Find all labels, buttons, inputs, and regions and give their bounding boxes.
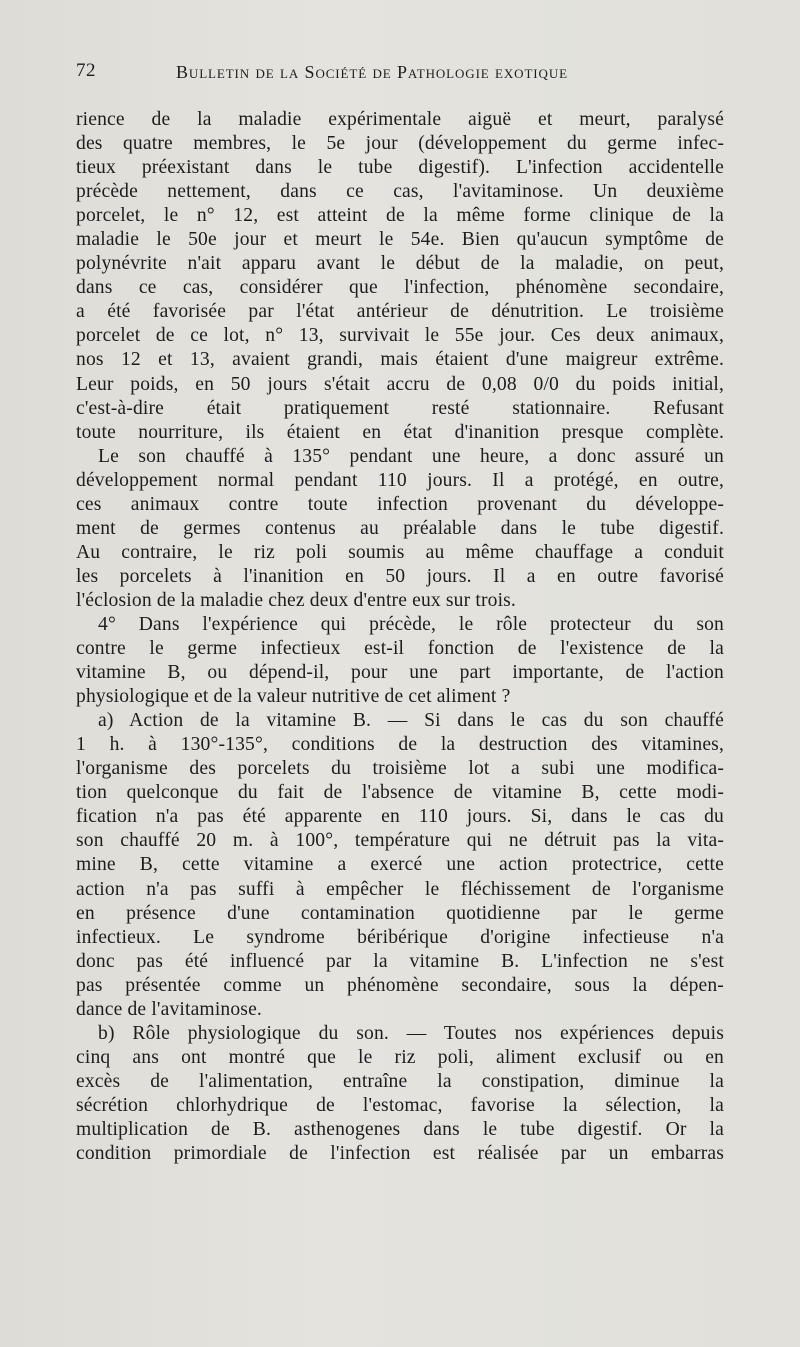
text-line: Au contraire, le riz poli soumis au même chauffage a conduit (76, 541, 724, 563)
text-line: dans ce cas, considérer que l'infection, phénomène secondaire, (76, 277, 724, 299)
text-line: nos 12 et 13, avaient grandi, mais étaient d'une maigreur extrême. (76, 349, 724, 371)
text-line: des quatre membres, le 5e jour (développement du germe infec- (76, 133, 724, 155)
text-line: l'organisme des porcelets du troisième lot a subi une modifica- (76, 758, 724, 780)
text-line: contre le germe infectieux est-il fonction de l'existence de la (76, 638, 724, 660)
running-title: Bulletin de la Société de Pathologie exotique (176, 62, 568, 82)
text-line: pas présentée comme un phénomène secondaire, sous la dépen- (76, 974, 724, 996)
text-line: développement normal pendant 110 jours. Il a protégé, en outre, (76, 469, 724, 491)
text-line: a été favorisée par l'état antérieur de dénutrition. Le troisième (76, 301, 724, 323)
text-line: l'éclosion de la maladie chez deux d'entre eux sur trois. (76, 589, 516, 611)
text-line: donc pas été influencé par la vitamine B. L'infection ne s'est (76, 950, 724, 972)
text-line: rience de la maladie expérimentale aiguë et meurt, paralysé (76, 109, 724, 130)
text-line: infectieux. Le syndrome béribérique d'origine infectieuse n'a (76, 926, 724, 948)
text-line: dance de l'avitaminose. (76, 998, 262, 1020)
text-line: 1 h. à 130°-135°, conditions de la destruction des vitamines, (76, 734, 724, 756)
text-line: c'est-à-dire était pratiquement resté stationnaire. Refusant (76, 397, 724, 419)
text-line: sécrétion chlorhydrique de l'estomac, favorise la sélection, la (76, 1094, 724, 1116)
text-line: Le son chauffé à 135° pendant une heure, a donc assuré un (98, 445, 724, 467)
text-line: toute nourriture, ils étaient en état d'inanition presque complète. (76, 421, 724, 443)
text-line: physiologique et de la valeur nutritive de cet aliment ? (76, 686, 511, 708)
text-line: tion quelconque du fait de l'absence de vitamine B, cette modi- (76, 782, 724, 804)
text-line: mine B, cette vitamine a exercé une action protectrice, cette (76, 854, 724, 876)
text-line: polynévrite n'ait apparu avant le début de la maladie, on peut, (76, 253, 724, 275)
text-line: porcelet, le n° 12, est atteint de la même forme clinique de la (76, 205, 724, 227)
text-line: condition primordiale de l'infection est réalisée par un embarras (76, 1143, 724, 1165)
text-line: fication n'a pas été apparente en 110 jours. Si, dans le cas du (76, 806, 724, 828)
text-line: multiplication de B. asthenogenes dans le tube digestif. Or la (76, 1118, 724, 1140)
text-line: b) Rôle physiologique du son. — Toutes nos expériences depuis (98, 1022, 724, 1044)
text-line: précède nettement, dans ce cas, l'avitaminose. Un deuxième (76, 181, 724, 203)
text-line: en présence d'une contamination quotidienne par le germe (76, 902, 724, 924)
text-line: maladie le 50e jour et meurt le 54e. Bien qu'aucun symptôme de (76, 229, 724, 251)
text-line: ces animaux contre toute infection provenant du développe- (76, 493, 724, 515)
text-line: les porcelets à l'inanition en 50 jours. Il a en outre favorisé (76, 565, 724, 587)
text-line: 4° Dans l'expérience qui précède, le rôle protecteur du son (98, 613, 724, 635)
text-line: ment de germes contenus au préalable dans le tube digestif. (76, 517, 724, 539)
page-header (76, 60, 736, 94)
text-line: tieux préexistant dans le tube digestif). L'infection accidentelle (76, 157, 724, 179)
text-line: vitamine B, ou dépend-il, pour une part importante, de l'action (76, 662, 724, 684)
page-number: 72 (76, 60, 96, 81)
text-line: son chauffé 20 m. à 100°, température qui ne détruit pas la vita- (76, 830, 724, 852)
text-line: action n'a pas suffi à empêcher le fléchissement de l'organisme (76, 878, 724, 900)
text-line: excès de l'alimentation, entraîne la constipation, diminue la (76, 1070, 724, 1092)
text-line: a) Action de la vitamine B. — Si dans le cas du son chauffé (98, 710, 724, 732)
text-line: Leur poids, en 50 jours s'était accru de 0,08 0/0 du poids initial, (76, 373, 724, 395)
text-line: porcelet de ce lot, n° 13, survivait le 55e jour. Ces deux animaux, (76, 325, 724, 347)
text-line: cinq ans ont montré que le riz poli, aliment exclusif ou en (76, 1046, 724, 1068)
body-text (76, 108, 724, 1166)
